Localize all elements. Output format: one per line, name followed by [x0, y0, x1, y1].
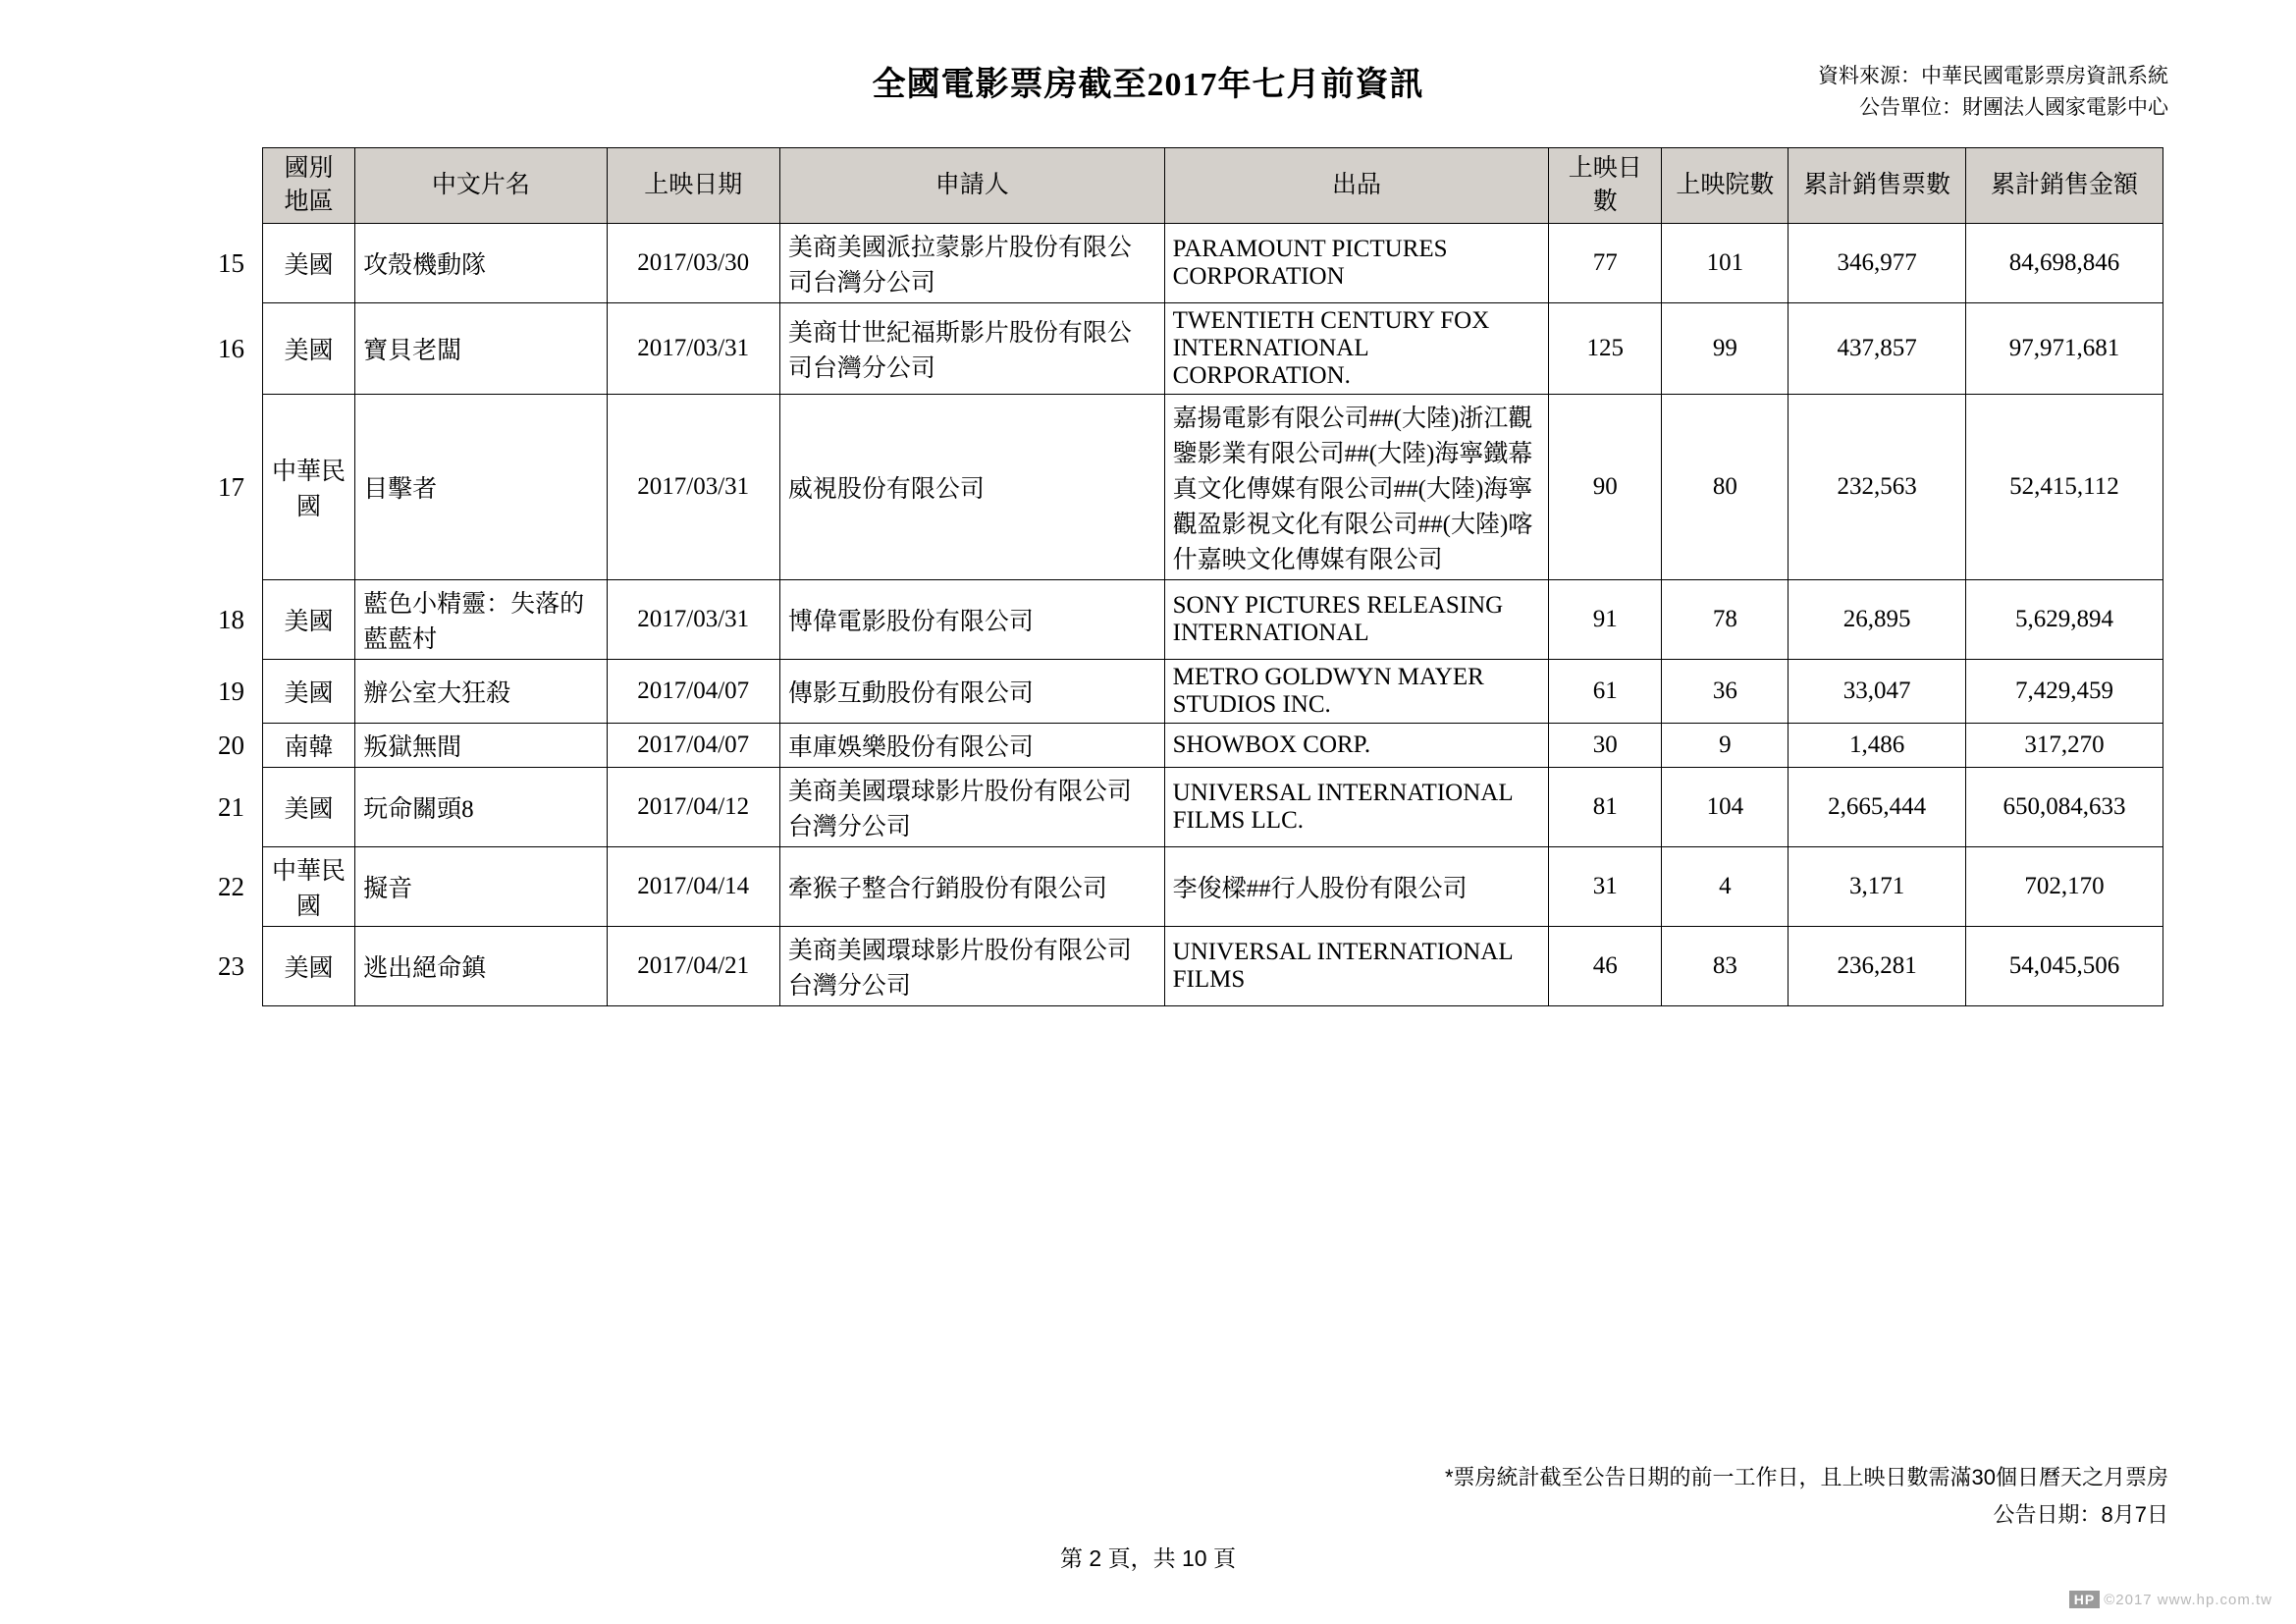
- cell-producer: UNIVERSAL INTERNATIONAL FILMS: [1164, 927, 1549, 1006]
- header-theaters: 上映院數: [1662, 148, 1789, 224]
- cell-applicant: 博偉電影股份有限公司: [779, 580, 1164, 660]
- header-index: [210, 148, 262, 224]
- header-applicant: 申請人: [779, 148, 1164, 224]
- table-row: [210, 580, 2163, 660]
- cell-country: 美國: [262, 580, 354, 660]
- table-row: [210, 303, 2163, 395]
- cell-producer: UNIVERSAL INTERNATIONAL FILMS LLC.: [1164, 768, 1549, 847]
- cell-amount: 54,045,506: [1965, 927, 2163, 1006]
- cell-days: 46: [1549, 927, 1662, 1006]
- cell-date: 2017/03/30: [607, 224, 779, 303]
- cell-days: 61: [1549, 660, 1662, 724]
- cell-amount: 317,270: [1965, 724, 2163, 768]
- cell-country: 美國: [262, 927, 354, 1006]
- watermark: [2069, 1591, 2272, 1608]
- cell-tickets: 3,171: [1789, 847, 1965, 927]
- row-index: 22: [210, 847, 262, 927]
- cell-theaters: 99: [1662, 303, 1789, 395]
- cell-amount: 702,170: [1965, 847, 2163, 927]
- cell-theaters: 36: [1662, 660, 1789, 724]
- cell-producer: METRO GOLDWYN MAYER STUDIOS INC.: [1164, 660, 1549, 724]
- hp-logo-icon: HP: [2069, 1591, 2100, 1608]
- cell-date: 2017/03/31: [607, 303, 779, 395]
- cell-country: 美國: [262, 768, 354, 847]
- cell-title: 辦公室大狂殺: [355, 660, 607, 724]
- cell-applicant: 威視股份有限公司: [779, 395, 1164, 580]
- source-line-2: 公告單位：財團法人國家電影中心: [1859, 96, 2168, 119]
- cell-producer: 嘉揚電影有限公司##(大陸)浙江觀鑒影業有限公司##(大陸)海寧鐵幕真文化傳媒有限公司##(大陸)海寧觀盈影視文化有限公司##(大陸)喀什嘉映文化傳媒有限公司: [1164, 395, 1549, 580]
- cell-date: 2017/04/12: [607, 768, 779, 847]
- cell-amount: 52,415,112: [1965, 395, 2163, 580]
- cell-theaters: 83: [1662, 927, 1789, 1006]
- cell-producer: SONY PICTURES RELEASING INTERNATIONAL: [1164, 580, 1549, 660]
- header-release-date: 上映日期: [607, 148, 779, 224]
- cell-tickets: 232,563: [1789, 395, 1965, 580]
- cell-date: 2017/04/07: [607, 660, 779, 724]
- cell-date: 2017/03/31: [607, 580, 779, 660]
- cell-title: 叛獄無間: [355, 724, 607, 768]
- cell-amount: 7,429,459: [1965, 660, 2163, 724]
- cell-producer: PARAMOUNT PICTURES CORPORATION: [1164, 224, 1549, 303]
- cell-tickets: 2,665,444: [1789, 768, 1965, 847]
- header-days: 上映日數: [1549, 148, 1662, 224]
- row-index: 23: [210, 927, 262, 1006]
- cell-amount: 650,084,633: [1965, 768, 2163, 847]
- header-tickets: 累計銷售票數: [1789, 148, 1965, 224]
- cell-title: 目擊者: [355, 395, 607, 580]
- table-row: [210, 927, 2163, 1006]
- cell-applicant: 美商美國環球影片股份有限公司台灣分公司: [779, 927, 1164, 1006]
- cell-theaters: 101: [1662, 224, 1789, 303]
- header-producer: 出品: [1164, 148, 1549, 224]
- cell-days: 30: [1549, 724, 1662, 768]
- cell-tickets: 26,895: [1789, 580, 1965, 660]
- cell-days: 91: [1549, 580, 1662, 660]
- header-amount: 累計銷售金額: [1965, 148, 2163, 224]
- cell-theaters: 4: [1662, 847, 1789, 927]
- cell-title: 擬音: [355, 847, 607, 927]
- cell-applicant: 美商廿世紀福斯影片股份有限公司台灣分公司: [779, 303, 1164, 395]
- page-number: 第 2 頁，共 10 頁: [1060, 1545, 1236, 1571]
- cell-country: 中華民國: [262, 847, 354, 927]
- page-title: 全國電影票房截至2017年七月前資訊: [872, 67, 1424, 103]
- cell-producer: TWENTIETH CENTURY FOX INTERNATIONAL CORPORATION.: [1164, 303, 1549, 395]
- cell-days: 125: [1549, 303, 1662, 395]
- cell-title: 寶貝老闆: [355, 303, 607, 395]
- row-index: 17: [210, 395, 262, 580]
- cell-days: 31: [1549, 847, 1662, 927]
- cell-applicant: 牽猴子整合行銷股份有限公司: [779, 847, 1164, 927]
- table-row: [210, 660, 2163, 724]
- header-country-line2: 地區: [284, 189, 334, 215]
- source-line-1: 資料來源：中華民國電影票房資訊系統: [1818, 65, 2168, 87]
- cell-theaters: 104: [1662, 768, 1789, 847]
- row-index: 18: [210, 580, 262, 660]
- cell-applicant: 傳影互動股份有限公司: [779, 660, 1164, 724]
- cell-producer: SHOWBOX CORP.: [1164, 724, 1549, 768]
- cell-tickets: 236,281: [1789, 927, 1965, 1006]
- cell-country: 南韓: [262, 724, 354, 768]
- cell-days: 81: [1549, 768, 1662, 847]
- cell-applicant: 美商美國環球影片股份有限公司台灣分公司: [779, 768, 1164, 847]
- boxoffice-table-container: [210, 147, 2163, 1006]
- footer-note: [1445, 1459, 2168, 1534]
- table-row: [210, 768, 2163, 847]
- cell-country: 美國: [262, 660, 354, 724]
- row-index: 15: [210, 224, 262, 303]
- boxoffice-table: [210, 147, 2163, 1006]
- cell-date: 2017/03/31: [607, 395, 779, 580]
- watermark-text: ©2017 www.hp.com.tw: [2104, 1592, 2272, 1608]
- cell-title: 藍色小精靈：失落的藍藍村: [355, 580, 607, 660]
- cell-producer: 李俊樑##行人股份有限公司: [1164, 847, 1549, 927]
- table-row: [210, 724, 2163, 768]
- cell-amount: 97,971,681: [1965, 303, 2163, 395]
- header-country: [262, 148, 354, 224]
- cell-title: 逃出絕命鎮: [355, 927, 607, 1006]
- table-header-row: [210, 148, 2163, 224]
- cell-date: 2017/04/07: [607, 724, 779, 768]
- cell-days: 77: [1549, 224, 1662, 303]
- cell-amount: 84,698,846: [1965, 224, 2163, 303]
- statistics-note: *票房統計截至公告日期的前一工作日，且上映日數需滿30個日曆天之月票房: [1444, 1465, 2168, 1489]
- cell-tickets: 346,977: [1789, 224, 1965, 303]
- header-country-line1: 國別: [284, 155, 334, 182]
- cell-days: 90: [1549, 395, 1662, 580]
- cell-country: 美國: [262, 224, 354, 303]
- cell-amount: 5,629,894: [1965, 580, 2163, 660]
- cell-applicant: 美商美國派拉蒙影片股份有限公司台灣分公司: [779, 224, 1164, 303]
- announcement-date: 公告日期：8月7日: [1993, 1502, 2168, 1527]
- cell-tickets: 437,857: [1789, 303, 1965, 395]
- cell-date: 2017/04/21: [607, 927, 779, 1006]
- row-index: 16: [210, 303, 262, 395]
- cell-tickets: 33,047: [1789, 660, 1965, 724]
- cell-country: 中華民國: [262, 395, 354, 580]
- cell-title: 攻殼機動隊: [355, 224, 607, 303]
- source-info: [1818, 61, 2168, 124]
- header-title: 中文片名: [355, 148, 607, 224]
- cell-title: 玩命關頭8: [355, 768, 607, 847]
- cell-tickets: 1,486: [1789, 724, 1965, 768]
- cell-country: 美國: [262, 303, 354, 395]
- cell-applicant: 車庫娛樂股份有限公司: [779, 724, 1164, 768]
- table-row: [210, 395, 2163, 580]
- table-row: [210, 224, 2163, 303]
- cell-theaters: 78: [1662, 580, 1789, 660]
- row-index: 21: [210, 768, 262, 847]
- cell-theaters: 80: [1662, 395, 1789, 580]
- row-index: 20: [210, 724, 262, 768]
- cell-theaters: 9: [1662, 724, 1789, 768]
- cell-date: 2017/04/14: [607, 847, 779, 927]
- row-index: 19: [210, 660, 262, 724]
- table-row: [210, 847, 2163, 927]
